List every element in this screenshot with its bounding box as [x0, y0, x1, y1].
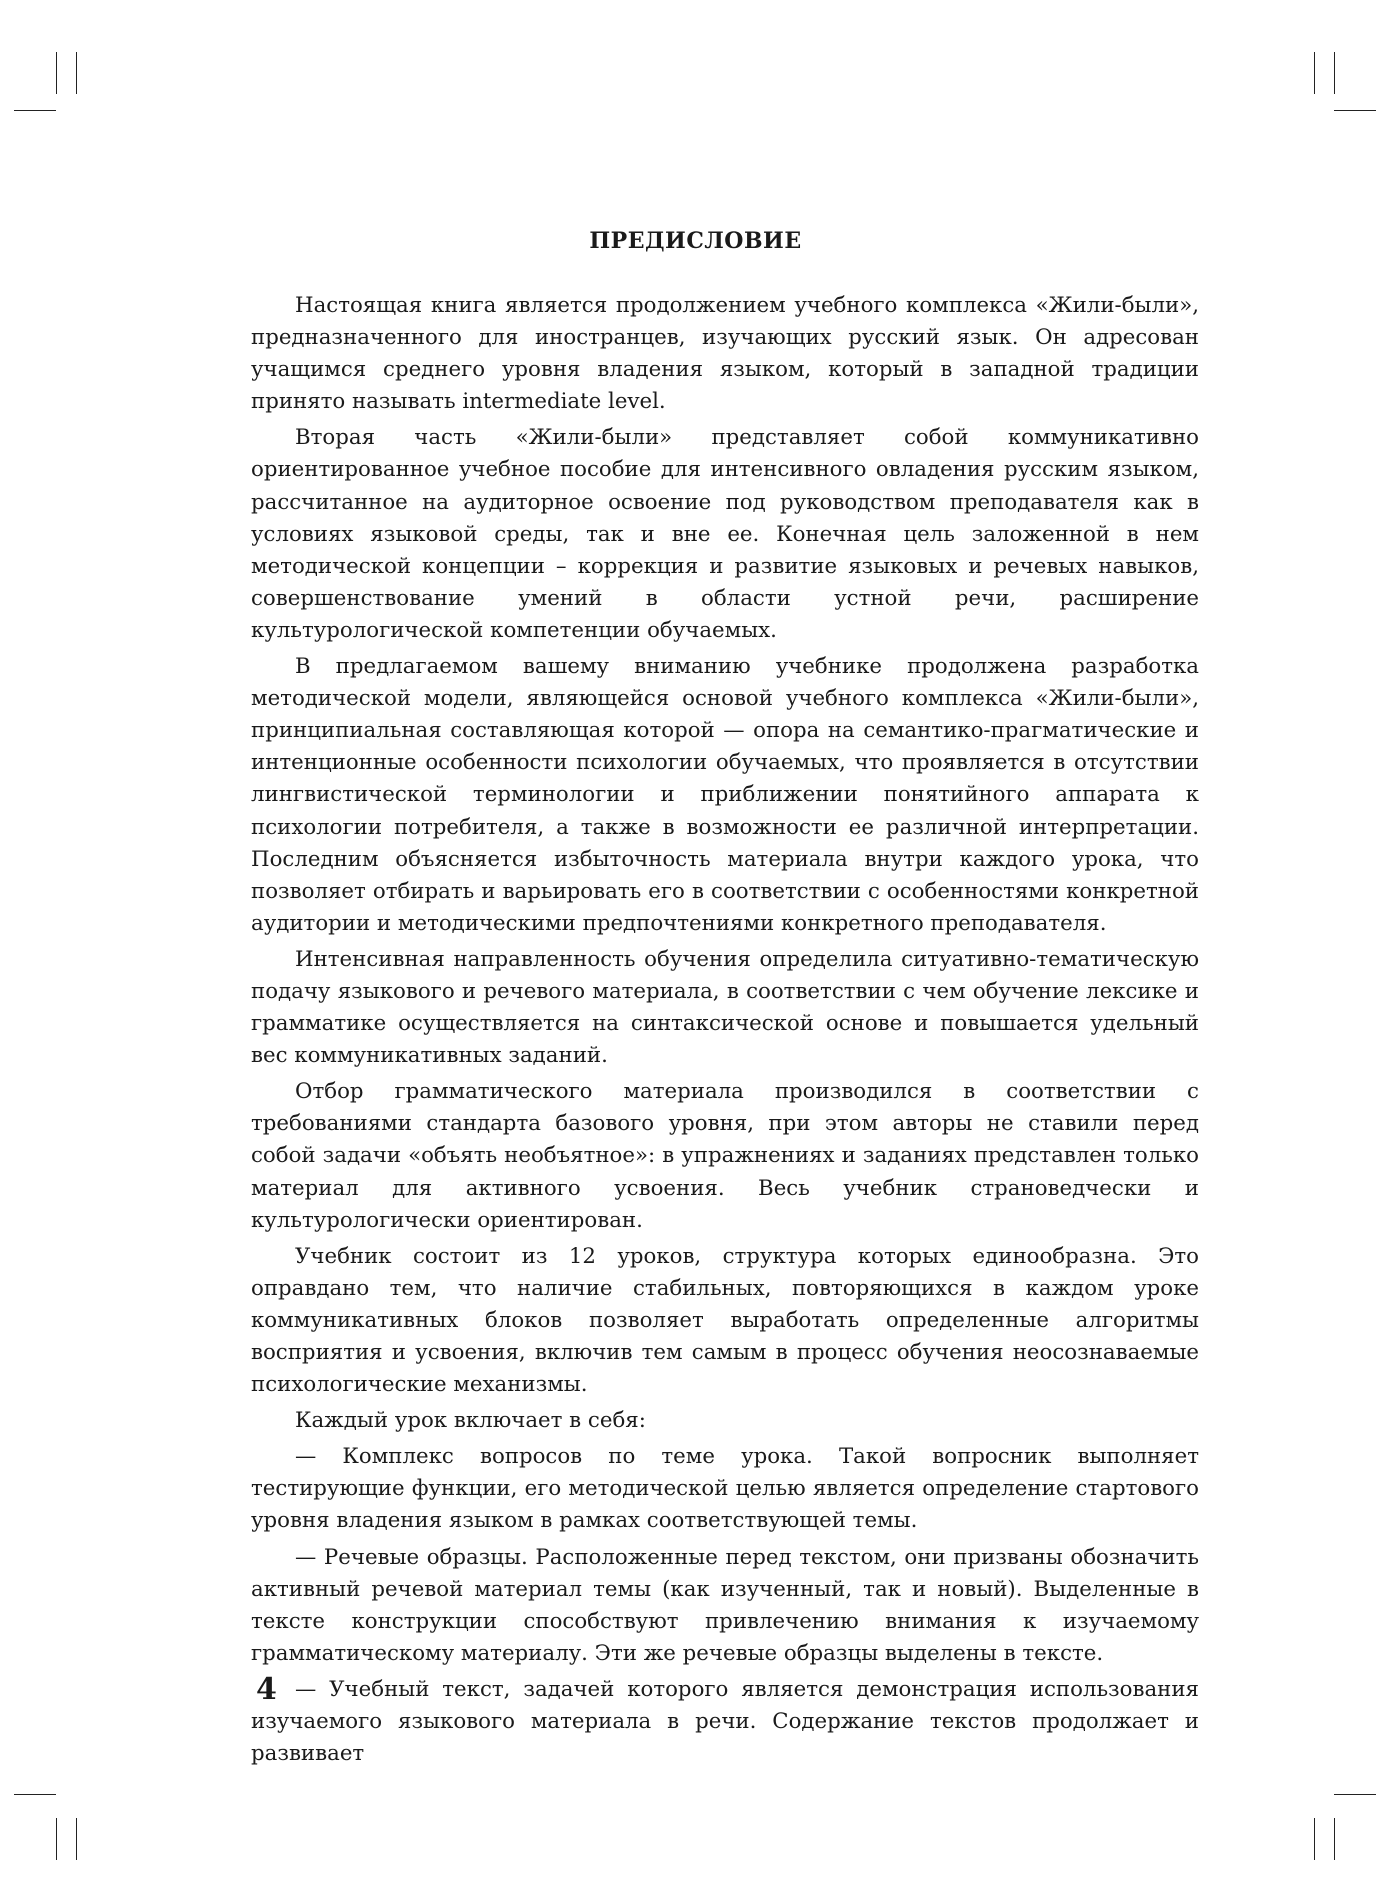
list-item: — Речевые образцы. Расположенные перед текстом, они призваны обозначить активный речевой материал темы (как изученный, так и новый). Выделенные в тексте конструкции способствуют привлечению внимания к изучаемому грамматическому материалу. Эти же речевые образцы выделены в тексте. [251, 1544, 1199, 1666]
page-number: 4 [256, 1672, 277, 1707]
body-text [251, 290, 1199, 1774]
page-title: ПРЕДИСЛОВИЕ [589, 228, 802, 254]
crop-mark [56, 1818, 57, 1860]
paragraph: Настоящая книга является продолжением учебного комплекса «Жили-были», предназначенного для иностранцев, изучающих русский язык. Он адресован учащимся среднего уровня владения языком, который в западной традиции принято называть intermediate level. [251, 293, 1199, 415]
crop-mark [1334, 52, 1335, 94]
paragraph: Учебник состоит из 12 уроков, структура которых единообразна. Это оправдано тем, что наличие стабильных, повторяющихся в каждом уроке коммуникативных блоков позволяет выработать определенные алгоритмы восприятия и усвоения, включив тем самым в процесс обучения неосознаваемые психологические механизмы. [251, 1243, 1199, 1398]
paragraph: Вторая часть «Жили-были» представляет собой коммуникативно ориентированное учебное пособие для интенсивного овладения русским языком, рассчитанное на аудиторное освоение под руководством преподавателя как в условиях языковой среды, так и вне ее. Конечная цель заложенной в нем методической концепции – коррекция и развитие языковых и речевых навыков, совершенствование умений в области устной речи, расширение культурологической компетенции обучаемых. [251, 425, 1199, 643]
crop-mark [1334, 110, 1376, 111]
paragraph: В предлагаемом вашему вниманию учебнике продолжена разработка методической модели, являющейся основой учебного комплекса «Жили-были», принципиальная составляющая которой — опора на семантико-прагматические и интенционные особенности психологии обучаемых, что проявляется в отсутствии лингвистической терминологии и приближении понятийного аппарата к психологии потребителя, а также в возможности ее различной интерпретации. Последним объясняется избыточность материала внутри каждого урока, что позволяет отбирать и варьировать его в соответствии с особенностями конкретной аудитории и методическими предпочтениями конкретного преподавателя. [251, 654, 1199, 936]
paragraph: Каждый урок включает в себя: [295, 1408, 646, 1434]
paragraph: Интенсивная направленность обучения определила ситуативно-тематическую подачу языкового и речевого материала, в соответствии с чем обучение лексике и грамматике осуществляется на синтаксической основе и повышается удельный вес коммуникативных заданий. [251, 946, 1199, 1069]
crop-mark [14, 110, 56, 111]
crop-mark [56, 52, 57, 94]
paragraph: Отбор грамматического материала производился в соответствии с требованиями стандарта базового уровня, при этом авторы не ставили перед собой задачи «объять необъятное»: в упражнениях и заданиях представлен только материал для активного усвоения. Весь учебник страноведчески и культурологически ориентирован. [251, 1079, 1199, 1233]
crop-mark [1314, 52, 1315, 94]
crop-mark [76, 1818, 77, 1860]
crop-mark [14, 1794, 56, 1795]
list-item: — Учебный текст, задачей которого является демонстрация использования изучаемого языкового материала в речи. Содержание текстов продолжает и развивает [251, 1676, 1199, 1767]
crop-mark [1334, 1794, 1376, 1795]
crop-mark [1334, 1818, 1335, 1860]
crop-mark [1314, 1818, 1315, 1860]
crop-mark [76, 52, 77, 94]
list-item: — Комплекс вопросов по теме урока. Такой вопросник выполняет тестирующие функции, его методической целью является определение стартового уровня владения языком в рамках соответствующей темы. [251, 1444, 1199, 1534]
